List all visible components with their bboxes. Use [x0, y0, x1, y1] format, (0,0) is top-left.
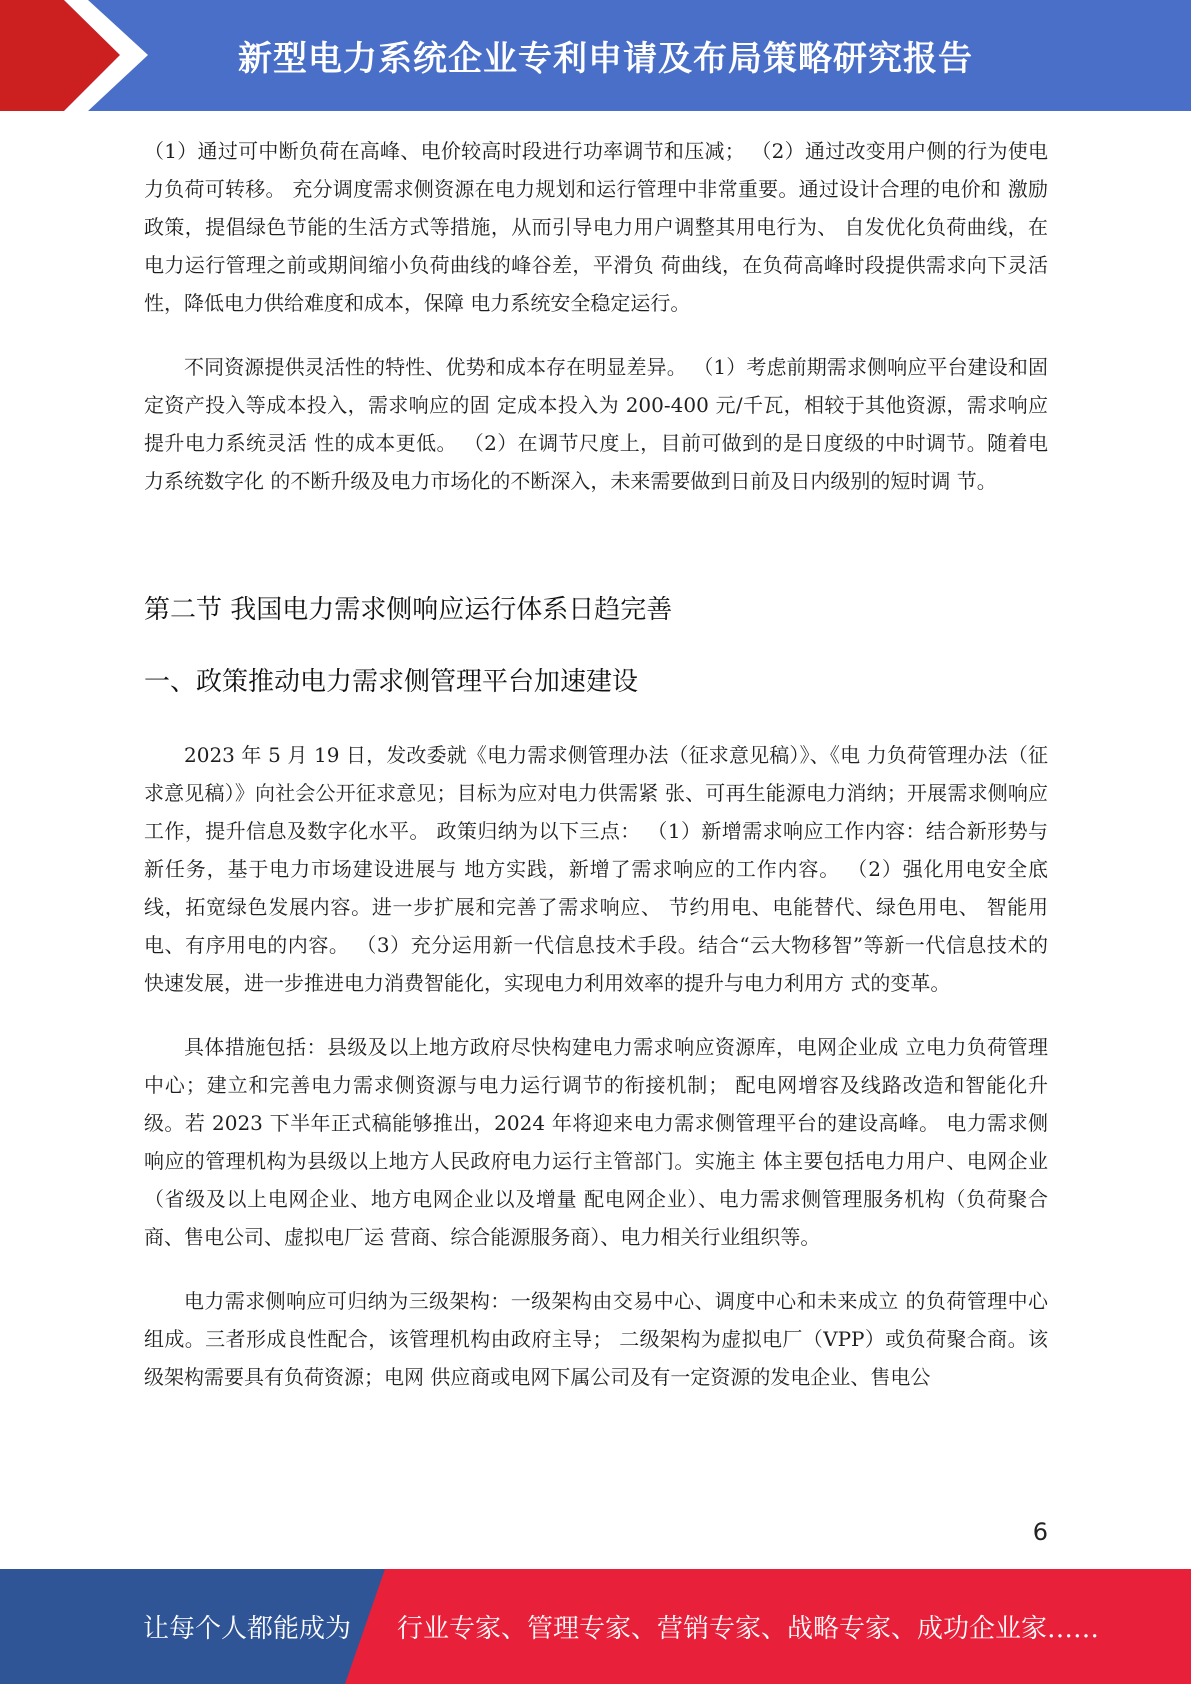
document-body: [144, 132, 1048, 1396]
paragraph-3: 2023 年 5 月 19 日，发改委就《电力需求侧管理办法（征求意见稿）》、《电 力负荷管理办法（征求意见稿）》向社会公开征求意见；目标为应对电力供需紧 张、可再生能源电力消纳；开展需求侧响应工作，提升信息及数字化水平。 政策归纳为以下三点： （1）新增需求响应工作内容：结合新形势与新任务，基于电力市场建设进展与 地方实践，新增了需求响应的工作内容。 （2）强化用电安全底线，拓宽绿色发展内容。进一步扩展和完善了需求响应、 节约用电、电能替代、绿色用电、 智能用电、有序用电的内容。 （3）充分运用新一代信息技术手段。结合“云大物移智”等新一代信息技术的 快速发展，进一步推进电力消费智能化，实现电力利用效率的提升与电力利用方 式的变革。: [144, 743, 1048, 995]
subsection-title: 一、政策推动电力需求侧管理平台加速建设: [144, 667, 639, 697]
section-title: 第二节 我国电力需求侧响应运行体系日趋完善: [144, 595, 673, 625]
paragraph-1: （1）通过可中断负荷在高峰、电价较高时段进行功率调节和压减； （2）通过改变用户侧的行为使电力负荷可转移。 充分调度需求侧资源在电力规划和运行管理中非常重要。通过设计合理的电价和 激励政策，提倡绿色节能的生活方式等措施，从而引导电力用户调整其用电行为、 自发优化负荷曲线，在电力运行管理之前或期间缩小负荷曲线的峰谷差，平滑负 荷曲线，在负荷高峰时段提供需求向下灵活性，降低电力供给难度和成本，保障 电力系统安全稳定运行。: [144, 139, 1048, 315]
page-number: 6: [1032, 1518, 1048, 1546]
footer-slogan-right: 行业专家、管理专家、营销专家、战略专家、成功企业家……: [397, 1614, 1100, 1644]
footer-slogan-left: 让每个人都能成为: [143, 1614, 352, 1644]
paragraph-4: 具体措施包括：县级及以上地方政府尽快构建电力需求响应资源库，电网企业成 立电力负荷管理中心；建立和完善电力需求侧资源与电力运行调节的衔接机制； 配电网增容及线路改造和智能化升级。若 2023 下半年正式稿能够推出，2024 年将迎来电力需求侧管理平台的建设高峰。 电力需求侧响应的管理机构为县级以上地方人民政府电力运行主管部门。实施主 体主要包括电力用户、电网企业（省级及以上电网企业、地方电网企业以及增量 配电网企业）、电力需求侧管理服务机构（负荷聚合商、售电公司、虚拟电厂运 营商、综合能源服务商）、电力相关行业组织等。: [144, 1035, 1048, 1249]
paragraph-5: 电力需求侧响应可归纳为三级架构：一级架构由交易中心、调度中心和未来成立 的负荷管理中心组成。三者形成良性配合，该管理机构由政府主导； 二级架构为虚拟电厂（VPP）或负荷聚合商。该级架构需要具有负荷资源；电网 供应商或电网下属公司及有一定资源的发电企业、售电公: [144, 1289, 1048, 1389]
paragraph-2: 不同资源提供灵活性的特性、优势和成本存在明显差异。 （1）考虑前期需求侧响应平台建设和固定资产投入等成本投入，需求响应的固 定成本投入为 200-400 元/千瓦，相较于其他资源，需求响应提升电力系统灵活 性的成本更低。 （2）在调节尺度上，目前可做到的是日度级的中时调节。随着电力系统数字化 的不断升级及电力市场化的不断深入，未来需要做到日前及日内级别的短时调 节。: [144, 355, 1048, 493]
page-footer: [0, 1569, 1191, 1684]
report-title: 新型电力系统企业专利申请及布局策略研究报告: [238, 39, 973, 79]
page-header: [0, 0, 1191, 111]
